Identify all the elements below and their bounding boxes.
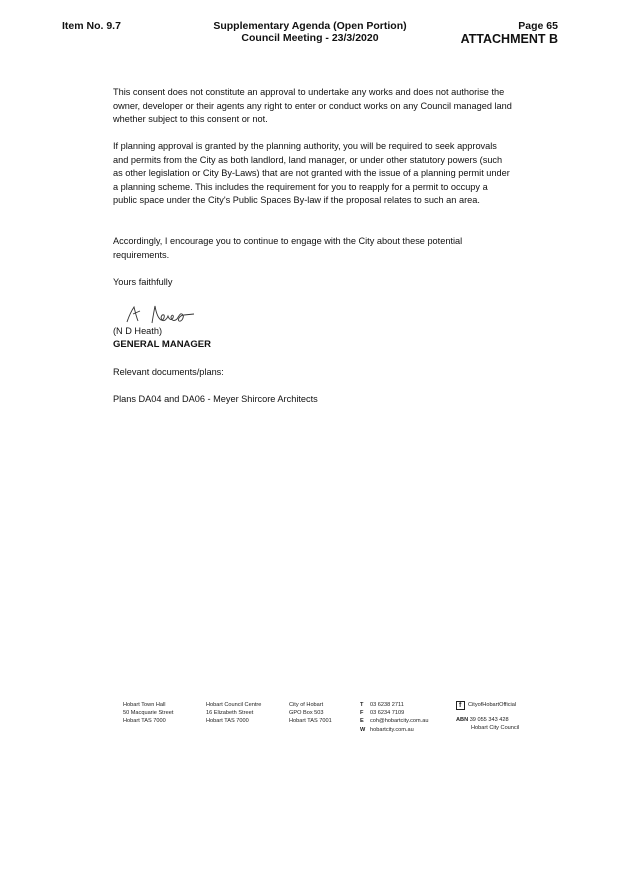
address-line: Hobart TAS 7001 xyxy=(289,718,332,725)
footer-social-abn xyxy=(456,701,519,732)
facebook-link xyxy=(456,701,519,710)
abn-line: ABN 39 055 343 428 xyxy=(456,717,509,723)
contact-phone: T 03 6238 2711 xyxy=(360,702,404,708)
abn-entity: Hobart City Council xyxy=(471,725,520,732)
footer-council-centre-address xyxy=(206,701,261,726)
address-line: City of Hobart xyxy=(289,702,324,708)
closing-text: Yours faithfully xyxy=(113,277,173,287)
contact-email: E coh@hobartcity.com.au xyxy=(360,718,429,725)
signature-image xyxy=(124,302,204,326)
relevant-documents-value: Plans DA04 and DA06 - Meyer Shircore Architects xyxy=(113,394,318,404)
header-right xyxy=(461,20,558,46)
paragraph-text: This consent does not constitute an approval to undertake any works and does not authorise the owner, developer or their agents any right to enter or conduct works on any Council managed land whether subject to this consent or not. xyxy=(113,87,512,125)
contact-website: W hobartcity.com.au xyxy=(360,726,414,733)
header-attachment: ATTACHMENT B xyxy=(460,32,558,46)
address-line: Hobart TAS 7000 xyxy=(206,718,249,725)
facebook-handle: CityofHobartOfficial xyxy=(468,702,517,709)
footer-town-hall-address xyxy=(123,701,173,726)
address-line: Hobart TAS 7000 xyxy=(123,718,166,725)
header-item-no: Item No. 9.7 xyxy=(62,20,121,32)
footer-contacts xyxy=(360,701,428,734)
relevant-documents-label: Relevant documents/plans: xyxy=(113,367,224,377)
address-line: 50 Macquarie Street xyxy=(123,710,174,717)
address-line: Hobart Town Hall xyxy=(123,702,166,708)
address-line: 16 Elizabeth Street xyxy=(206,710,254,717)
body-paragraph-1 xyxy=(113,86,513,127)
signatory-title: GENERAL MANAGER xyxy=(113,339,211,350)
contact-fax: F 03 6234 7109 xyxy=(360,710,405,717)
footer-postal-address xyxy=(289,701,332,726)
header-meeting: Council Meeting - 23/3/2020 xyxy=(241,32,379,44)
header-page-number: Page 65 xyxy=(518,20,558,32)
address-line: GPO Box 503 xyxy=(289,710,324,717)
paragraph-text: Accordingly, I encourage you to continue to engage with the City about these potential requirements. xyxy=(113,236,463,260)
address-line: Hobart Council Centre xyxy=(206,702,262,708)
body-paragraph-3 xyxy=(113,235,513,262)
header-agenda-title: Supplementary Agenda (Open Portion) xyxy=(213,20,407,32)
body-paragraph-2 xyxy=(113,140,513,208)
facebook-icon: f xyxy=(456,701,465,710)
paragraph-text: If planning approval is granted by the planning authority, you will be required to seek approvals and permits from the City as both landlord, land manager, or under other statutory powers (such as other legislation or City By-Laws) that are not granted with the issue of a planning permit under a planning scheme. This includes the requirement for you to reapply for a permit to occupy a public space under the City's Public Spaces By-law if the proposal relates to such an area. xyxy=(113,141,510,206)
closing-salutation xyxy=(113,276,513,290)
signatory-name: (N D Heath) xyxy=(113,326,163,336)
header-center xyxy=(200,20,420,44)
